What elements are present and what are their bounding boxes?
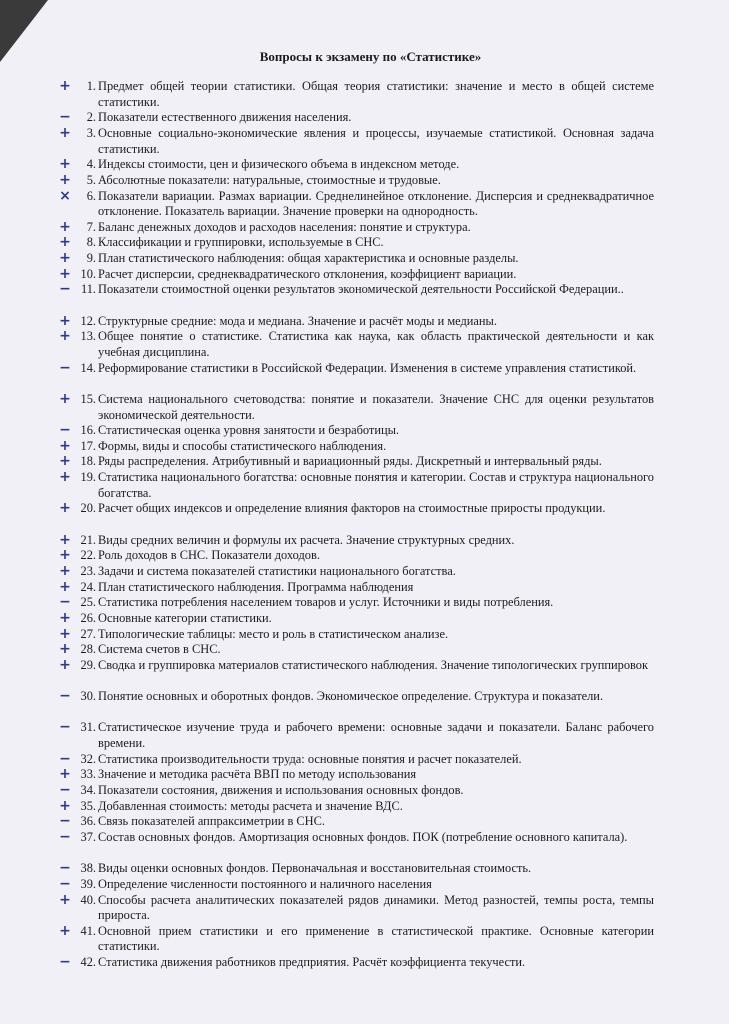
list-item: [0, 470, 729, 501]
handwritten-mark: ×: [59, 187, 71, 204]
handwritten-mark: +: [59, 234, 71, 251]
list-item: [0, 830, 729, 861]
item-text: Показатели вариации. Размах вариации. Среднелинейное отклонение. Дисперсия и среднеквадратичное отклонение. Показатель вариации. Значение проверки на однородность.: [98, 188, 654, 219]
item-number: 32.: [80, 751, 96, 766]
list-item: [0, 157, 729, 173]
item-text: Состав основных фондов. Амортизация основных фондов. ПОК (потребление основного капитала).: [98, 829, 628, 844]
item-text: Структурные средние: мода и медиана. Значение и расчёт моды и медианы.: [98, 313, 497, 328]
handwritten-mark: −: [59, 422, 71, 439]
item-text: Основные категории статистики.: [98, 610, 272, 625]
item-number: 2.: [86, 110, 96, 125]
handwritten-mark: +: [59, 250, 71, 267]
item-text: Система национального счетоводства: понятие и показатели. Значение СНС для оценки результатов экономической деятельности.: [98, 391, 654, 422]
item-text: Общее понятие о статистике. Статистика как наука, как область практической деятельности и как учебная дисциплина.: [98, 329, 654, 359]
item-number: 24.: [80, 579, 96, 594]
item-text: План статистического наблюдения: общая характеристика и основные разделы.: [98, 251, 519, 266]
item-number: 11.: [80, 282, 96, 297]
item-number: 38.: [80, 861, 96, 876]
item-number: 20.: [80, 501, 96, 516]
item-text: Способы расчета аналитических показателей рядов динамики. Метод разностей, темпы роста, темпы прироста.: [98, 892, 654, 923]
list-item: [0, 783, 729, 799]
item-number: 41.: [80, 923, 96, 938]
item-text: Абсолютные показатели: натуральные, стоимостные и трудовые.: [98, 172, 441, 187]
handwritten-mark: −: [59, 109, 71, 126]
item-number: 30.: [80, 689, 96, 704]
item-text: Роль доходов в СНС. Показатели доходов.: [98, 548, 320, 563]
handwritten-mark: +: [59, 500, 71, 517]
list-item: [0, 611, 729, 627]
item-number: 42.: [80, 955, 96, 970]
item-text: Предмет общей теории статистики. Общая теория статистики: значение и место в общей системе статистики.: [98, 79, 654, 109]
item-number: 18.: [80, 454, 96, 469]
item-number: 4.: [86, 157, 96, 172]
item-number: 35.: [80, 798, 96, 813]
item-number: 9.: [86, 251, 96, 266]
item-number: 6.: [86, 188, 96, 203]
item-text: Типологические таблицы: место и роль в статистическом анализе.: [98, 626, 449, 641]
item-text: Статистика движения работников предприятия. Расчёт коэффициента текучести.: [98, 955, 526, 970]
list-item: [0, 392, 729, 423]
item-number: 36.: [80, 814, 96, 829]
item-number: 29.: [80, 657, 96, 672]
list-item: [0, 955, 729, 971]
item-number: 21.: [80, 532, 96, 547]
list-item: [0, 189, 729, 220]
handwritten-mark: +: [59, 922, 71, 939]
item-text: Статистика потребления населением товаров и услуг. Источники и виды потребления.: [98, 595, 554, 610]
handwritten-mark: +: [59, 625, 71, 642]
list-item: [0, 267, 729, 283]
document-title: Вопросы к экзамену по «Статистике»: [259, 49, 482, 64]
handwritten-mark: +: [59, 390, 71, 407]
handwritten-mark: +: [59, 563, 71, 579]
handwritten-mark: +: [59, 453, 71, 470]
item-text: Показатели естественного движения населения.: [98, 110, 352, 125]
item-number: 34.: [80, 783, 96, 798]
item-text: Статистическое изучение труда и рабочего времени: основные задачи и показатели. Баланс рабочего времени.: [98, 720, 654, 751]
item-number: 8.: [86, 235, 96, 250]
item-number: 19.: [80, 470, 96, 485]
list-item: [0, 799, 729, 815]
list-item: [0, 767, 729, 783]
handwritten-mark: +: [59, 469, 71, 486]
list-item: [0, 79, 729, 110]
list-item: [0, 329, 729, 360]
handwritten-mark: +: [59, 578, 71, 595]
item-number: 10.: [80, 266, 96, 281]
item-text: Классификации и группировки, используемые в СНС.: [98, 235, 384, 250]
list-item: [0, 439, 729, 455]
item-text: Связь показателей аппраксиметрии в СНС.: [98, 814, 325, 829]
list-item: [0, 126, 729, 157]
handwritten-mark: +: [59, 78, 71, 94]
item-number: 28.: [80, 642, 96, 657]
list-item: [0, 173, 729, 189]
item-number: 14.: [80, 360, 96, 375]
handwritten-mark: −: [59, 954, 71, 971]
item-number: 7.: [86, 219, 96, 234]
item-text: Определение численности постоянного и наличного населения: [98, 876, 432, 891]
handwritten-mark: −: [59, 688, 71, 705]
list-item: [0, 689, 729, 720]
handwritten-mark: +: [59, 797, 71, 814]
item-text: План статистического наблюдения. Программа наблюдения: [98, 579, 414, 594]
handwritten-mark: +: [59, 218, 71, 235]
list-item: [0, 564, 729, 580]
handwritten-mark: +: [59, 171, 71, 188]
handwritten-mark: −: [59, 875, 71, 892]
handwritten-mark: −: [59, 782, 71, 799]
item-text: Статистическая оценка уровня занятости и безработицы.: [98, 423, 400, 438]
list-item: [0, 814, 729, 830]
item-number: 25.: [80, 595, 96, 610]
handwritten-mark: +: [59, 891, 71, 908]
item-number: 12.: [80, 313, 96, 328]
item-number: 23.: [80, 564, 96, 578]
list-item: [0, 720, 729, 751]
list-item: [0, 861, 729, 877]
list-item: [0, 282, 729, 313]
list-item: [0, 501, 729, 532]
handwritten-mark: +: [59, 609, 71, 626]
list-item: [0, 533, 729, 549]
item-number: 39.: [80, 876, 96, 891]
item-number: 1.: [86, 79, 96, 93]
handwritten-mark: +: [59, 124, 71, 141]
item-number: 16.: [80, 423, 96, 438]
item-text: Основной прием статистики и его применение в статистической практике. Основные категории статистики.: [98, 923, 654, 954]
handwritten-mark: −: [59, 750, 71, 767]
item-number: 27.: [80, 626, 96, 641]
item-number: 31.: [80, 720, 96, 735]
handwritten-mark: +: [59, 547, 71, 564]
item-number: 13.: [80, 329, 96, 344]
handwritten-mark: +: [59, 328, 71, 345]
list-item: [0, 220, 729, 236]
item-text: Показатели состояния, движения и использования основных фондов.: [98, 783, 464, 798]
item-text: Добавленная стоимость: методы расчета и значение ВДС.: [98, 798, 403, 813]
item-number: 37.: [80, 829, 96, 844]
list-item: [0, 924, 729, 955]
item-text: Основные социально-экономические явления и процессы, изучаемые статистикой. Основная задача статистики.: [98, 125, 654, 156]
item-text: Виды средних величин и формулы их расчета. Значение структурных средних.: [98, 532, 515, 547]
handwritten-mark: +: [59, 531, 71, 548]
item-text: Виды оценки основных фондов. Первоначальная и восстановительная стоимость.: [98, 861, 532, 876]
handwritten-mark: +: [59, 656, 71, 673]
list-item: [0, 595, 729, 611]
handwritten-mark: +: [59, 641, 71, 658]
list-item: [0, 314, 729, 330]
handwritten-mark: −: [59, 813, 71, 830]
item-number: 33.: [80, 767, 96, 782]
item-number: 40.: [80, 892, 96, 907]
item-number: 5.: [86, 172, 96, 187]
item-number: 15.: [80, 391, 96, 406]
item-text: Значение и методика расчёта ВВП по методу использования: [98, 767, 417, 782]
item-text: Ряды распределения. Атрибутивный и вариационный ряды. Дискретный и интервальный ряды.: [98, 454, 602, 469]
handwritten-mark: −: [59, 359, 71, 376]
item-text: Статистика национального богатства: основные понятия и категории. Состав и структура национального богатства.: [98, 470, 654, 500]
item-text: Расчет общих индексов и определение влияния факторов на стоимостные приросты продукции.: [98, 501, 606, 516]
item-text: Задачи и система показателей статистики национального богатства.: [98, 564, 456, 578]
list-item: [0, 235, 729, 251]
list-item: [0, 893, 729, 924]
list-item: [0, 110, 729, 126]
handwritten-mark: −: [59, 719, 71, 736]
list-item: [0, 251, 729, 267]
handwritten-mark: −: [59, 860, 71, 877]
item-text: Показатели стоимостной оценки результатов экономической деятельности Российской Федерации..: [98, 282, 624, 297]
handwritten-mark: +: [59, 156, 71, 173]
handwritten-mark: −: [59, 828, 71, 845]
item-text: Реформирование статистики в Российской Федерации. Изменения в системе управления статистикой.: [98, 360, 637, 375]
handwritten-mark: −: [59, 281, 71, 298]
item-number: 26.: [80, 610, 96, 625]
list-item: [0, 658, 729, 689]
list-item: [0, 752, 729, 768]
list-item: [0, 361, 729, 392]
list-item: [0, 627, 729, 643]
list-item: [0, 642, 729, 658]
item-text: Формы, виды и способы статистического наблюдения.: [98, 438, 387, 453]
item-text: Статистика производительности труда: основные понятия и расчет показателей.: [98, 751, 522, 766]
item-text: Система счетов в СНС.: [98, 642, 221, 657]
list-item: [0, 548, 729, 564]
item-text: Баланс денежных доходов и расходов населения: понятие и структура.: [98, 219, 471, 234]
item-number: 17.: [80, 438, 96, 453]
handwritten-mark: +: [59, 265, 71, 282]
list-item: [0, 580, 729, 596]
handwritten-mark: +: [59, 312, 71, 329]
item-number: 22.: [80, 548, 96, 563]
question-list: [0, 79, 729, 971]
item-text: Индексы стоимости, цен и физического объема в индексном методе.: [98, 157, 460, 172]
handwritten-mark: +: [59, 766, 71, 783]
list-item: [0, 877, 729, 893]
item-text: Понятие основных и оборотных фондов. Экономическое определение. Структура и показатели.: [98, 689, 604, 704]
list-item: [0, 423, 729, 439]
item-number: 3.: [86, 125, 96, 140]
handwritten-mark: −: [59, 594, 71, 611]
handwritten-mark: +: [59, 437, 71, 454]
list-item: [0, 454, 729, 470]
item-text: Сводка и группировка материалов статистического наблюдения. Значение типологических группировок: [98, 657, 649, 672]
item-text: Расчет дисперсии, среднеквадратического отклонения, коэффициент вариации.: [98, 266, 517, 281]
